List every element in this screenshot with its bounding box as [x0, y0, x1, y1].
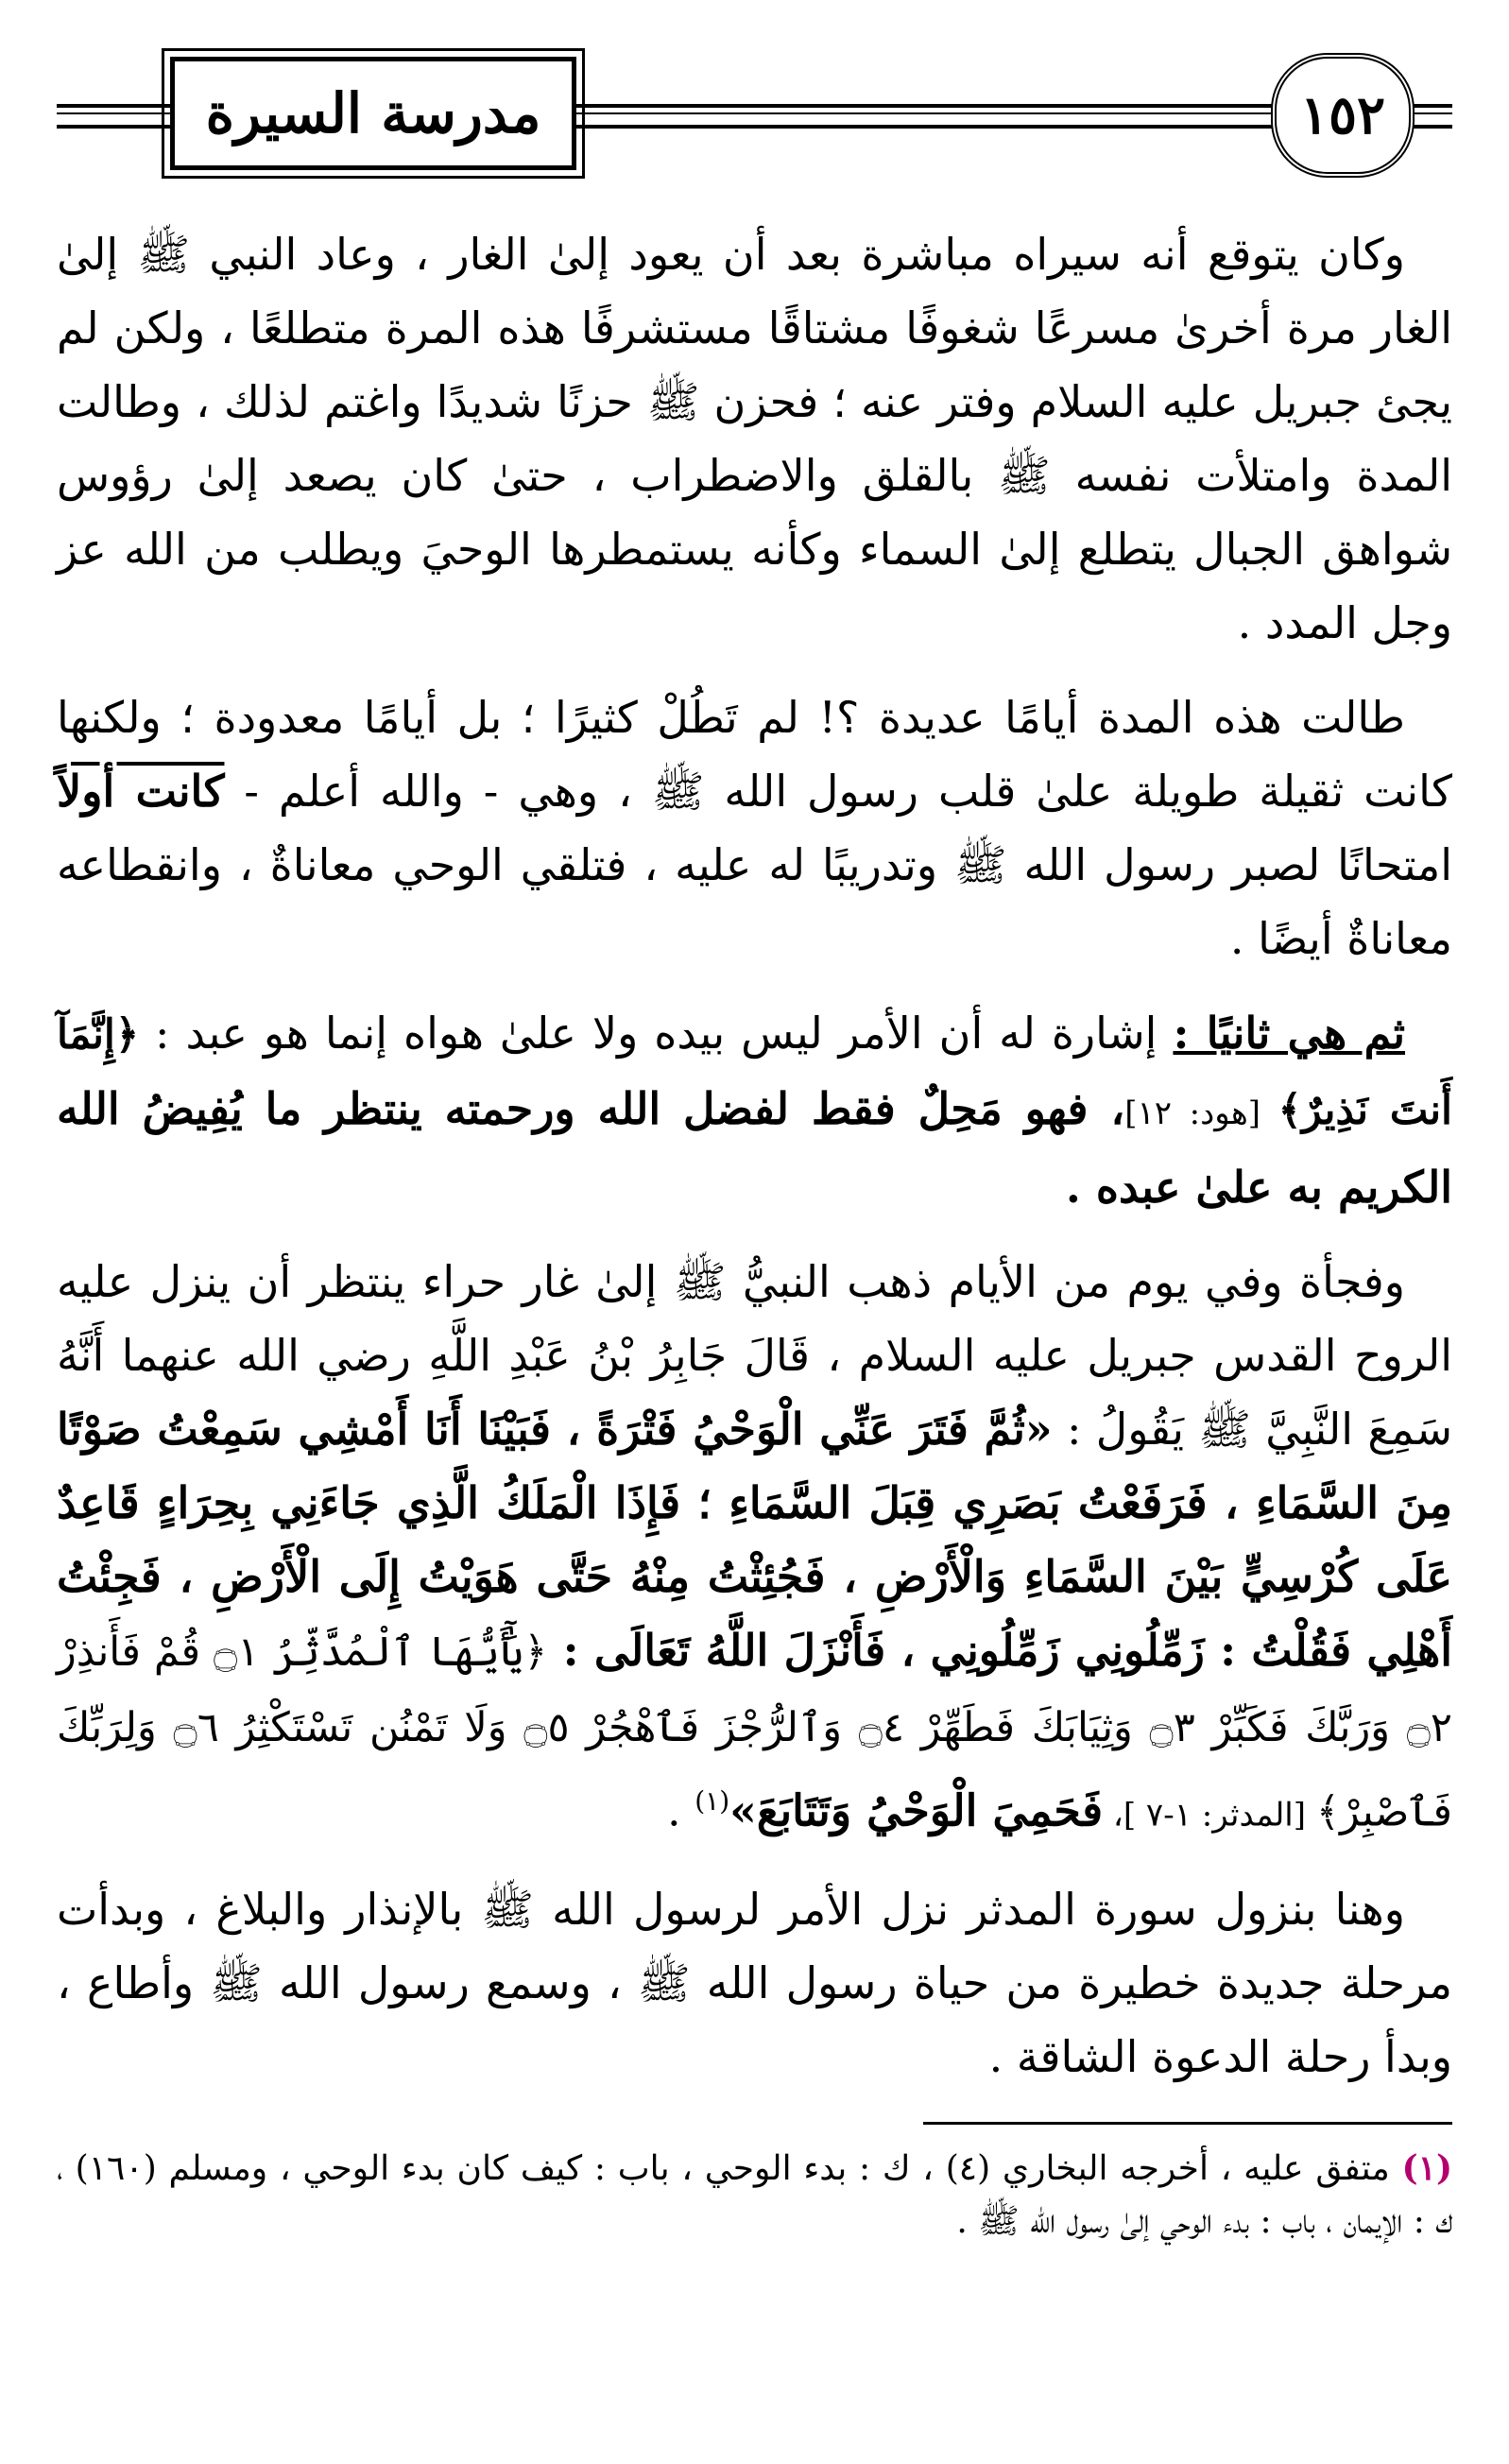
- hadith-quote: «ثُمَّ فَتَرَ عَنِّي الْوَحْيُ فَتْرَةً ، فَبَيْنَا أَنَا أَمْشِي سَمِعْتُ صَوْتًا مِنَ السَّمَاءِ ، فَرَفَعْتُ بَصَرِي قِبَلَ السَّمَاءِ ؛ فَإِذَا الْمَلَكُ الَّذِي جَاءَنِي بِحِرَاءٍ قَاعِدٌ عَلَى كُرْسِيٍّ بَيْنَ السَّمَاءِ وَالْأَرْضِ ، فَجُئِثْتُ مِنْهُ حَتَّى هَوَيْتُ إِلَى الْأَرْضِ ، فَجِئْتُ أَهْلِي فَقُلْتُ : زَمِّلُونِي زَمِّلُونِي ، فَأَنْزَلَ اللَّهُ تَعَالَى :: [57, 1404, 1452, 1676]
- verse-reference-hud: [هود: ١٢]: [1124, 1094, 1278, 1132]
- quran-verse-muddathir: ﴿يَٰٓأَيُّهَا ٱلْمُدَّثِّرُ ۝١ قُمْ فَأَنذِرْ ۝٢ وَرَبَّكَ فَكَبِّرْ ۝٣ وَثِيَابَكَ فَطَهِّرْ ۝٤ وَٱلرُّجْزَ فَٱهْجُرْ ۝٥ وَلَا تَمْنُن تَسْتَكْثِرُ ۝٦ وَلِرَبِّكَ فَٱصْبِرْ﴾: [57, 1628, 1453, 1836]
- paragraph-3-label: ثم هي ثانيًا :: [1173, 1008, 1405, 1059]
- paragraph-2: [57, 681, 1452, 975]
- verse-reference-muddathir: [المدثر: ١-٧ ]،: [1103, 1796, 1316, 1835]
- book-title: مدرسة السيرة: [170, 57, 576, 170]
- page-number: ١٥٢: [1271, 53, 1415, 178]
- footnote-divider: [923, 2122, 1452, 2125]
- paragraph-3-text-a: إشارة له أن الأمر ليس بيده ولا علىٰ هواه إنما هو عبد :: [139, 1008, 1174, 1059]
- footnote-marker[interactable]: (١): [694, 1785, 730, 1817]
- page-container: [57, 38, 1452, 2464]
- footnote-text: متفق عليه ، أخرجه البخاري (٤) ، ك : بدء الوحي ، باب : كيف كان بدء الوحي ، ومسلم (١٦٠) ، ك : الإيمان ، باب : بدء الوحي إلىٰ رسول الله ﷺ .: [57, 2149, 1452, 2242]
- hadith-quote-end: فَحَمِيَ الْوَحْيُ وَتَتَابَعَ»: [729, 1784, 1104, 1836]
- footnote-number: (١): [1401, 2148, 1452, 2189]
- paragraph-3: [57, 996, 1452, 1224]
- paragraph-4: وفجأة وفي يوم من الأيام ذهب النبيُّ ﷺ إلىٰ غار حراء ينتظر أن ينزل عليه الروح القدس جبريل عليه السلام ، قَالَ جَابِرُ بْنُ عَبْدِ اللَّهِ رضي الله عنهما أَنَّهُ سَمِعَ النَّبِيَّ ﷺ يَقُولُ : «ثُمَّ فَتَرَ عَنِّي الْوَحْيُ فَتْرَةً ، فَبَيْنَا أَنَا أَمْشِي سَمِعْتُ صَوْتًا مِنَ السَّمَاءِ ، فَرَفَعْتُ بَصَرِي قِبَلَ السَّمَاءِ ؛ فَإِذَا الْمَلَكُ الَّذِي جَاءَنِي بِحِرَاءٍ قَاعِدٌ عَلَى كُرْسِيٍّ بَيْنَ السَّمَاءِ وَالْأَرْضِ ، فَجُئِثْتُ مِنْهُ حَتَّى هَوَيْتُ إِلَى الْأَرْضِ ، فَجِئْتُ أَهْلِي فَقُلْتُ : زَمِّلُونِي زَمِّلُونِي ، فَأَنْزَلَ اللَّهُ تَعَالَى : ﴿يَٰٓأَيُّهَا ٱلْمُدَّثِّرُ ۝١ قُمْ فَأَنذِرْ ۝٢ وَرَبَّكَ فَكَبِّرْ ۝٣ وَثِيَابَكَ فَطَهِّرْ ۝٤ وَٱلرُّجْزَ فَٱهْجُرْ ۝٥ وَلَا تَمْنُن تَسْتَكْثِرُ ۝٦ وَلِرَبِّكَ فَٱصْبِرْ﴾ [المدثر: ١-٧ ]، فَحَمِيَ الْوَحْيُ وَتَتَابَعَ»$^{(١)}$ .: [57, 1256, 1453, 1836]
- paragraph-4-text-a: وفجأة وفي يوم من الأيام ذهب النبيُّ ﷺ إلىٰ غار حراء ينتظر أن ينزل عليه الروح القدس جبريل عليه السلام ، قَالَ جَابِرُ بْنُ عَبْدِ اللَّهِ رضي الله عنهما أَنَّهُ سَمِعَ النَّبِيَّ ﷺ يَقُولُ :: [57, 1256, 1453, 1455]
- paragraph-3-text-b: ، فهو مَحِلٌ فقط لفضل الله ورحمته ينتظر ما يُفِيضُ الله الكريم به علىٰ عبده .: [57, 1083, 1452, 1213]
- footnote-1: [57, 2142, 1452, 2249]
- paragraph-1: وكان يتوقع أنه سيراه مباشرة بعد أن يعود إلىٰ الغار ، وعاد النبي ﷺ إلىٰ الغار مرة أخرىٰ مسرعًا شغوفًا مشتاقًا مستشرفًا هذه المرة متطلعًا ، ولكن لم يجئ جبريل عليه السلام وفتر عنه ؛ فحزن ﷺ حزنًا شديدًا واغتم لذلك ، وطالت المدة وامتلأت نفسه ﷺ بالقلق والاضطراب ، حتىٰ كان يصعد إلىٰ رؤوس شواهق الجبال يتطلع إلىٰ السماء وكأنه يستمطرها الوحيَ ويطلب من الله عز وجل المدد .: [57, 229, 1452, 648]
- paragraph-2-text-c: امتحانًا لصبر رسول الله ﷺ وتدريبًا له عليه ، فتلقي الوحي معاناةٌ ، وانقطاعه معاناةٌ أيضًا .: [57, 839, 1452, 964]
- quran-verse-hud: ﴿إِنَّمَآ أَنتَ نَذِيرٌ﴾: [57, 1011, 1452, 1134]
- paragraph-5: وهنا بنزول سورة المدثر نزل الأمر لرسول الله ﷺ بالإنذار والبلاغ ، وبدأت مرحلة جديدة خطيرة من حياة رسول الله ﷺ ، وسمع رسول الله ﷺ وأطاع ، وبدأ رحلة الدعوة الشاقة .: [57, 1884, 1452, 2083]
- main-text: [57, 217, 1452, 2094]
- paragraph-2-text-a: طالت هذه المدة أيامًا عديدة ؟! لم تَطُلْ كثيرًا ؛ بل أيامًا معدودة ؛ ولكنها كانت ثقيلة طويلة علىٰ قلب رسول الله ﷺ ، وهي - والله أعلم -: [57, 692, 1452, 817]
- paragraph-2-emphasis: كانت أولاً: [57, 766, 225, 817]
- page-header: [57, 38, 1452, 180]
